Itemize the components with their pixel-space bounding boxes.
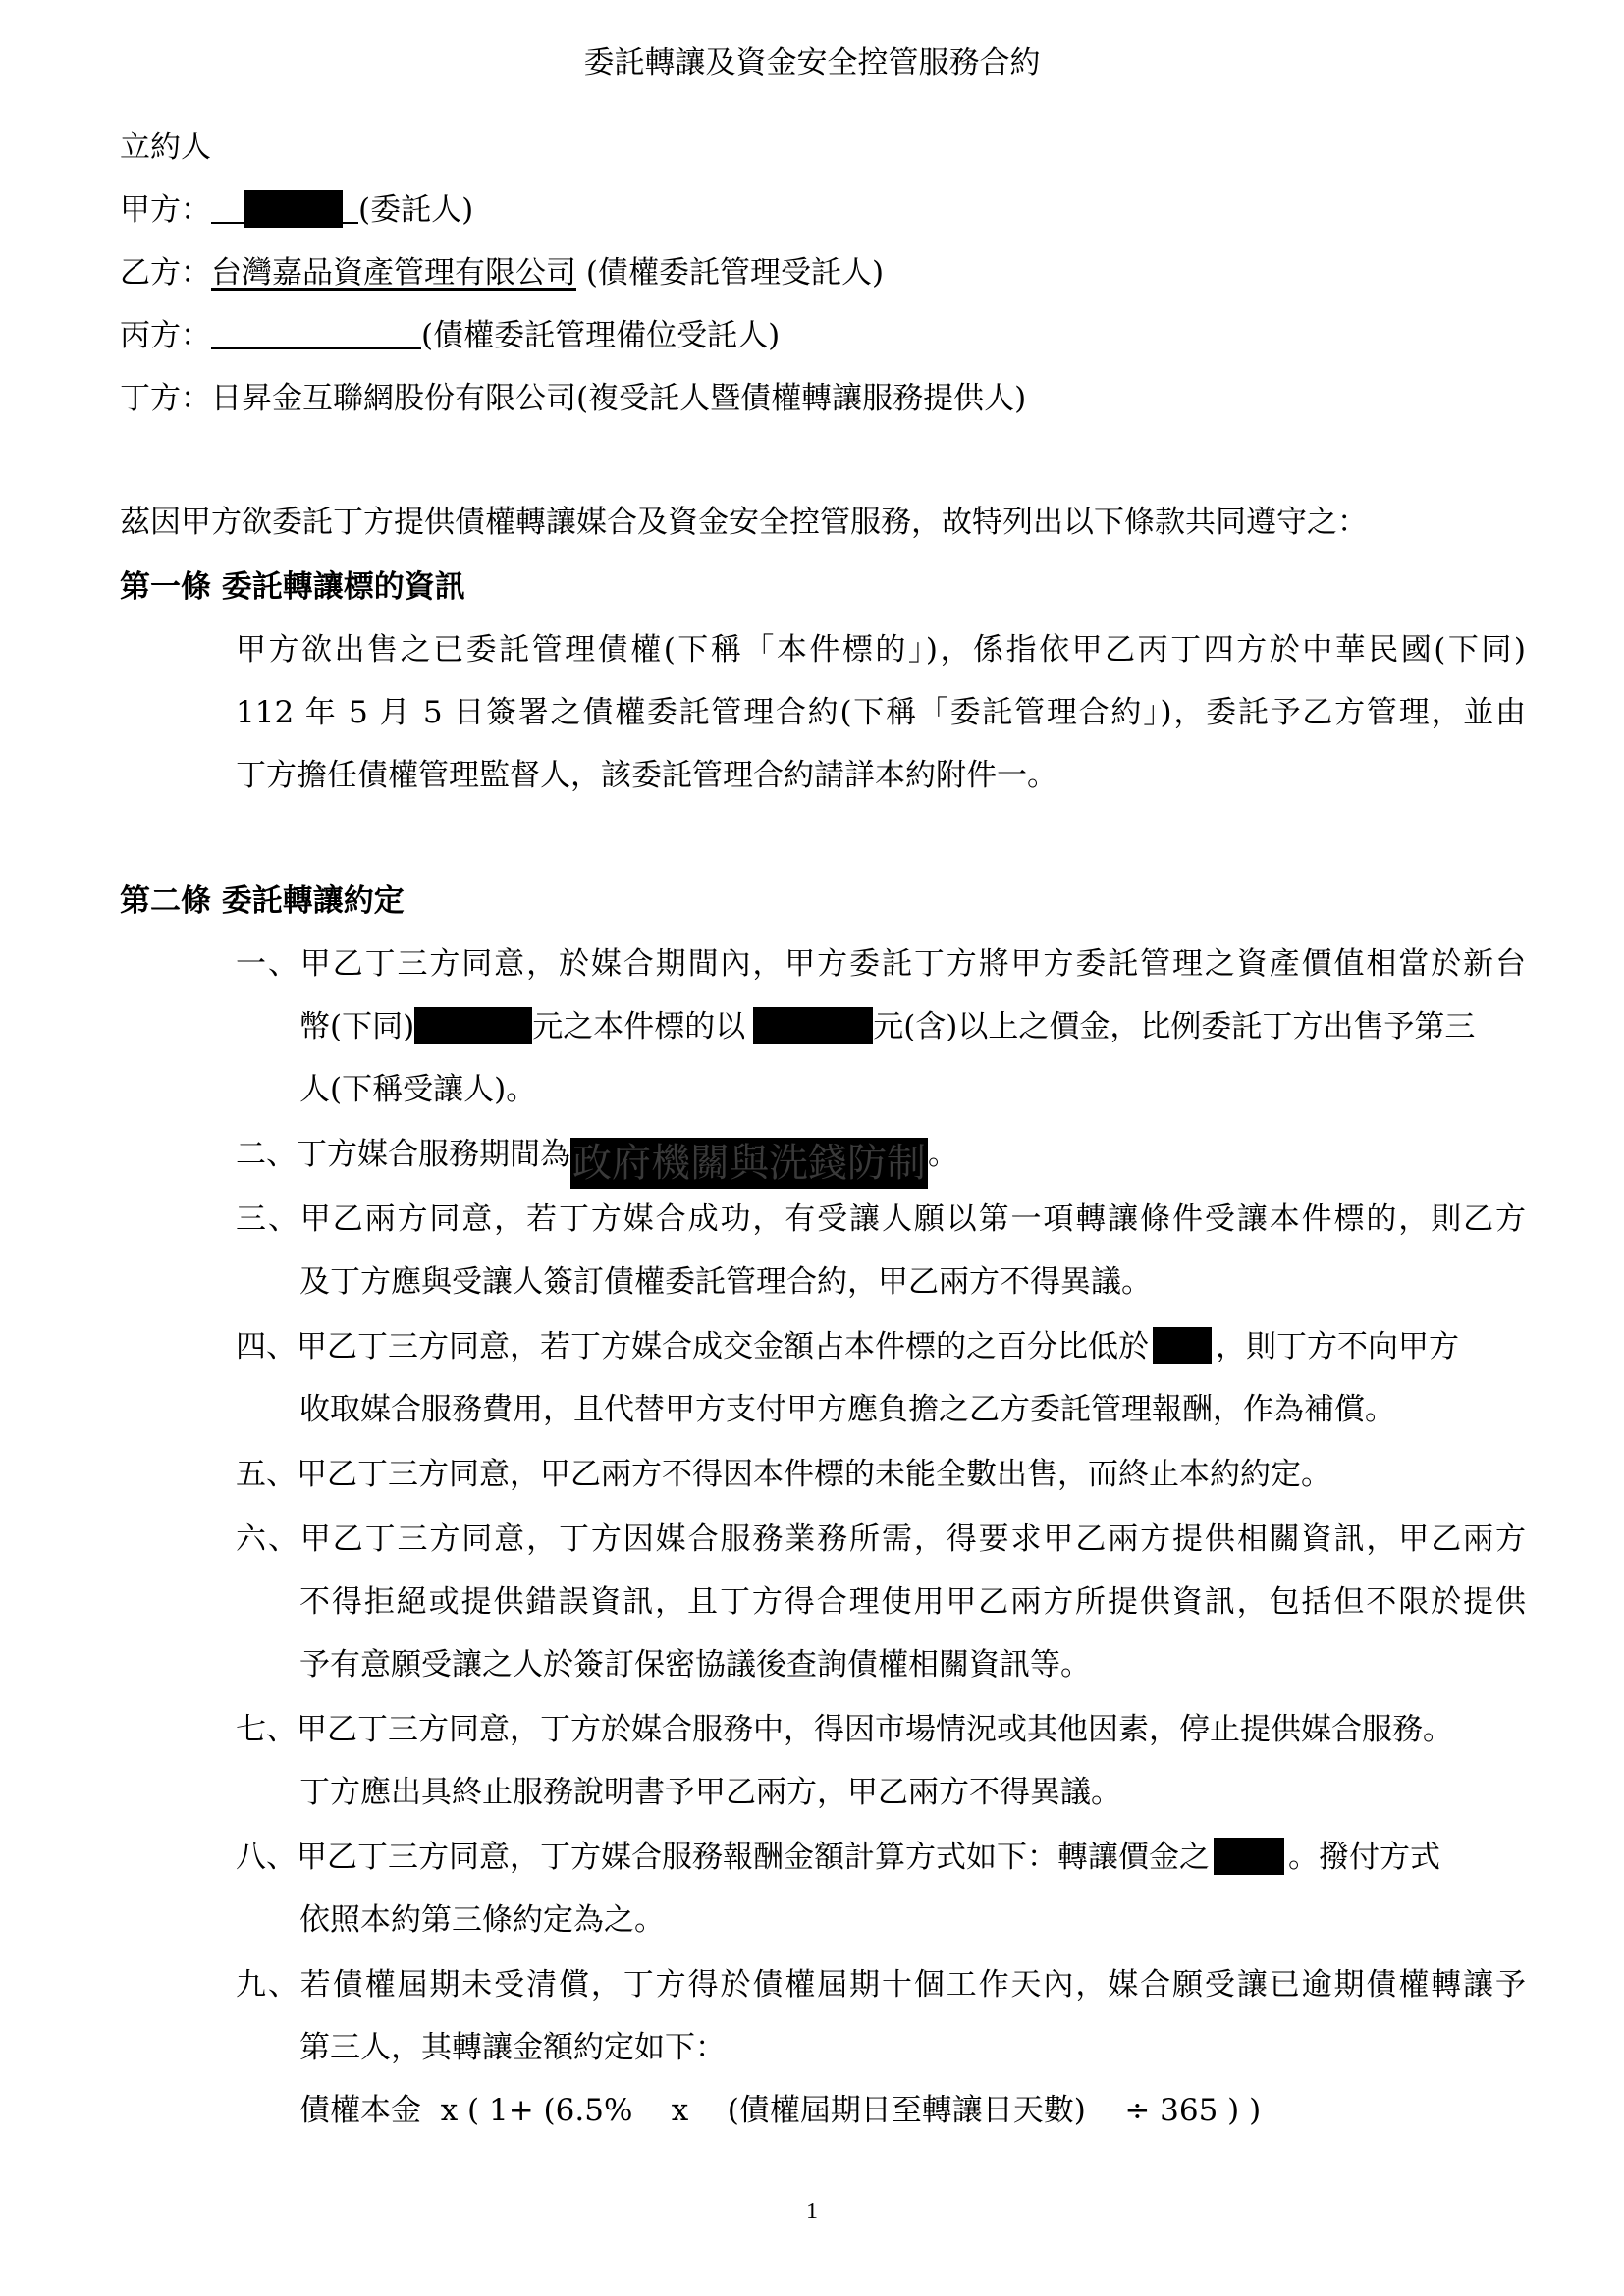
item-4-line-1 [236, 1327, 1459, 1366]
party-d-line: 丁方：日昇金互聯網股份有限公司(複受託人暨債權轉讓服務提供人) [120, 381, 1027, 416]
item-7-line-1: 七、甲乙丁三方同意，丁方於媒合服務中，得因市場情況或其他因素，停止提供媒合服務。 [236, 1712, 1453, 1747]
item-6-line-2: 不得拒絕或提供錯誤資訊，且丁方得合理使用甲乙兩方所提供資訊，包括但不限於提供 [299, 1584, 1526, 1620]
item-8-text: 八、甲乙丁三方同意，丁方媒合服務報酬金額計算方式如下：轉讓價金之 [236, 1840, 1210, 1875]
party-a-prefix: 甲方： [120, 192, 211, 228]
party-c-prefix: 丙方： [120, 318, 211, 353]
item-1-end: 元(含)以上之價金，比例委託丁方出售予第三 [873, 1009, 1476, 1044]
party-a-blank [211, 192, 244, 224]
item-6-line-3: 予有意願受讓之人於簽訂保密協議後查詢債權相關資訊等。 [299, 1647, 1091, 1682]
item-2-line [236, 1135, 958, 1189]
item-2-text: 二、丁方媒合服務期間為 [236, 1137, 570, 1172]
item-1-redaction-price [753, 1007, 873, 1044]
item-8-line-1 [236, 1838, 1440, 1877]
item-3-line-2: 及丁方應與受讓人簽訂債權委託管理合約，甲乙兩方不得異議。 [299, 1264, 1152, 1300]
item-6-line-1: 六、甲乙丁三方同意，丁方因媒合服務業務所需，得要求甲乙兩方提供相關資訊，甲乙兩方 [236, 1522, 1526, 1557]
article-1-line-3: 丁方擔任債權管理監督人，該委託管理合約請詳本約附件一。 [236, 758, 1057, 793]
party-c-line [120, 316, 780, 355]
item-1-line-2 [299, 1007, 1475, 1046]
item-9-line-2: 第三人，其轉讓金額約定如下： [299, 2030, 726, 2065]
preamble: 茲因甲方欲委託丁方提供債權轉讓媒合及資金安全控管服務，故特列出以下條款共同遵守之： [120, 505, 1368, 540]
party-b-prefix: 乙方： [120, 255, 211, 291]
party-c-role: (債權委託管理備位受託人) [421, 318, 781, 353]
item-4-end: ，則丁方不向甲方 [1216, 1329, 1459, 1364]
item-9-line-1: 九、若債權屆期未受清償，丁方得於債權屆期十個工作天內，媒合願受讓已逾期債權轉讓予 [236, 1967, 1526, 2002]
item-2-watermark-redaction: 政府機關與洗錢防制 [570, 1138, 928, 1189]
party-a-line [120, 190, 473, 230]
article-1-line-2: 112 年 5 月 5 日簽署之債權委託管理合約(下稱「委託管理合約」)，委託予乙方管理，並由 [236, 695, 1526, 730]
item-8-line-2: 依照本約第三條約定為之。 [299, 1902, 665, 1938]
item-4-line-2: 收取媒合服務費用，且代替甲方支付甲方應負擔之乙方委託管理報酬，作為補償。 [299, 1392, 1395, 1427]
party-a-role: (委託人) [358, 192, 474, 228]
item-1-line-1: 一、甲乙丁三方同意，於媒合期間內，甲方委託丁方將甲方委託管理之資產價值相當於新台 [236, 946, 1526, 982]
item-7-line-2: 丁方應出具終止服務說明書予甲乙兩方，甲乙兩方不得異議。 [299, 1775, 1121, 1810]
party-c-blank [211, 318, 421, 349]
item-4-text: 四、甲乙丁三方同意，若丁方媒合成交金額占本件標的之百分比低於 [236, 1329, 1149, 1364]
party-a-blank-end [343, 192, 358, 224]
article-2-heading: 第二條 委託轉讓約定 [120, 883, 405, 919]
item-1-line-3: 人(下稱受讓人)。 [299, 1072, 537, 1107]
item-1-prefix: 幣(下同) [299, 1009, 415, 1044]
item-3-line-1: 三、甲乙兩方同意，若丁方媒合成功，有受讓人願以第一項轉讓條件受讓本件標的，則乙方 [236, 1201, 1526, 1237]
item-1-mid: 元之本件標的以 [532, 1009, 746, 1044]
item-8-end: 。撥付方式 [1288, 1840, 1440, 1875]
article-1-line-1: 甲方欲出售之已委託管理債權(下稱「本件標的」)，係指依甲乙丙丁四方於中華民國(下同) [236, 632, 1526, 667]
document-title: 委託轉讓及資金安全控管服務合約 [583, 45, 1041, 80]
article-1-heading: 第一條 委託轉讓標的資訊 [120, 569, 465, 605]
party-b-line [120, 253, 884, 293]
item-2-end: 。 [928, 1137, 958, 1172]
item-4-redaction-percent [1153, 1327, 1212, 1364]
item-1-redaction-amount [414, 1007, 532, 1044]
party-b-role: (債權委託管理受託人) [576, 255, 885, 291]
item-8-redaction-rate [1214, 1838, 1284, 1875]
party-a-redaction [244, 190, 343, 228]
item-9-formula: 債權本金 x ( 1+ (6.5% x (債權屆期日至轉讓日天數) ÷ 365 ) ) [299, 2093, 1262, 2128]
page-number: 1 [806, 2199, 818, 2224]
parties-heading: 立約人 [120, 130, 211, 165]
party-b-name: 台灣嘉品資產管理有限公司 [211, 255, 576, 291]
item-5-line: 五、甲乙丁三方同意，甲乙兩方不得因本件標的未能全數出售，而終止本約約定。 [236, 1457, 1331, 1492]
